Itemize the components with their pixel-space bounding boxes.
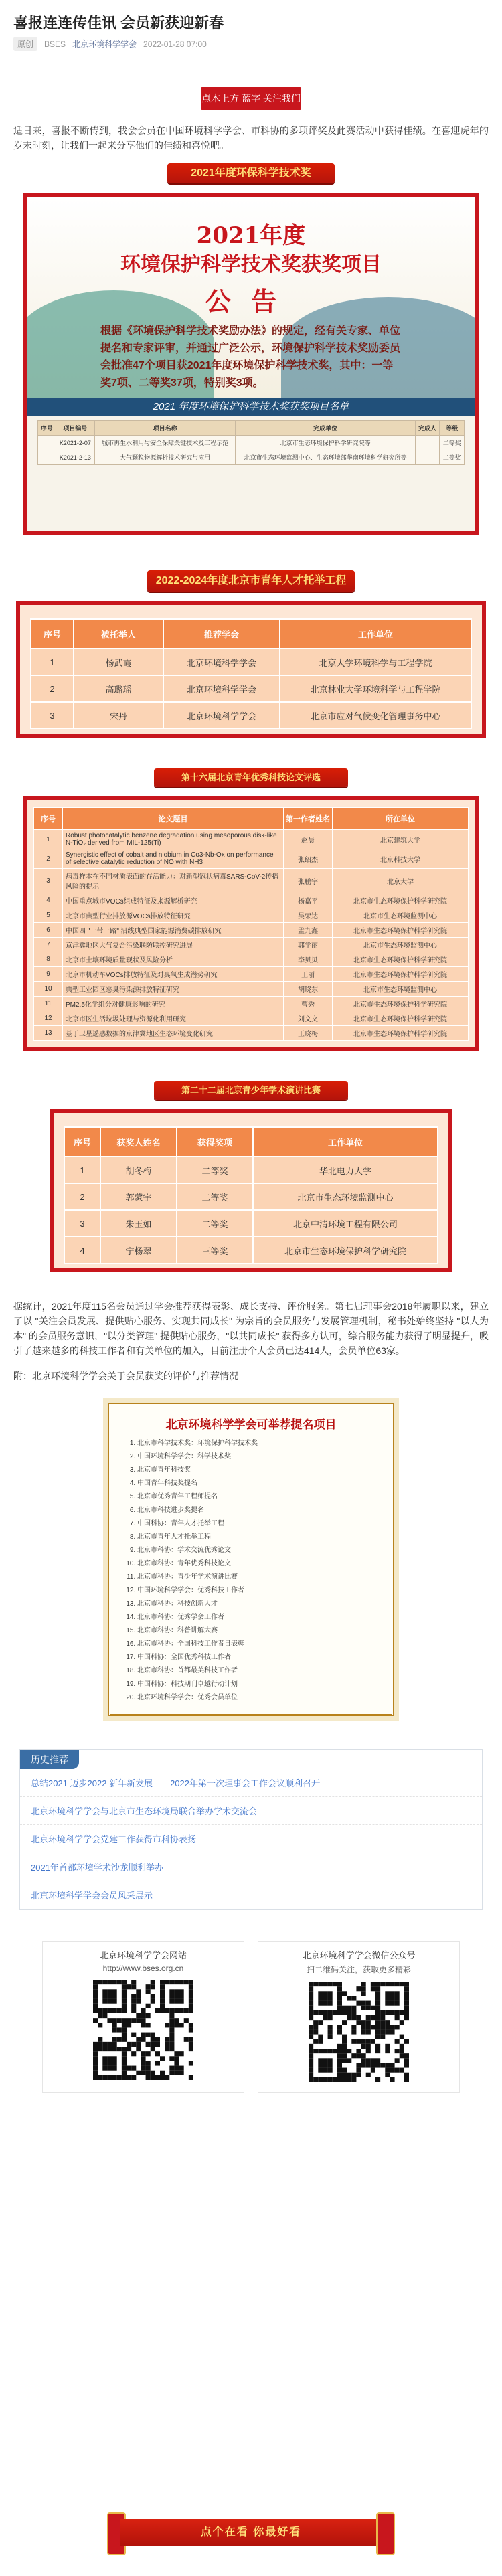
cell: 李贝贝 bbox=[284, 952, 333, 967]
cell: 4 bbox=[34, 893, 63, 908]
poster-table bbox=[37, 420, 465, 465]
col-header: 序号 bbox=[34, 808, 63, 830]
history-link[interactable]: 北京环境科学学会党建工作获得市科协表扬 bbox=[20, 1825, 482, 1853]
qr-card-website bbox=[42, 1941, 244, 2093]
speech-frame bbox=[50, 1109, 452, 1272]
history-link[interactable]: 总结2021 迈步2022 新年新发展——2022年第一次理事会工作会议顺利召开 bbox=[20, 1769, 482, 1797]
qr-section bbox=[20, 1941, 482, 2093]
list-item: 6. 北京市科技进步奖提名 bbox=[137, 1504, 381, 1517]
list-item: 4. 中国青年科技奖提名 bbox=[137, 1477, 381, 1490]
list-item: 7. 中国科协：青年人才托举工程 bbox=[137, 1517, 381, 1531]
cell: 二等奖 bbox=[440, 436, 465, 450]
cell: 北京环境科学学会 bbox=[163, 649, 280, 675]
cell: Synergistic effect of cobalt and niobium in Co3-Nb-Ox on performance of selective catalytic reduction of NO with NH3 bbox=[63, 849, 284, 869]
follow-button[interactable]: 点木上方 蓝字 关注我们 bbox=[201, 87, 301, 110]
cell: 1 bbox=[64, 1156, 100, 1183]
account-link[interactable]: 北京环境科学学会 bbox=[72, 39, 137, 49]
list-item: 8. 北京市青年人才托举工程 bbox=[137, 1531, 381, 1544]
list-item: 13. 北京市科协：科技创新人才 bbox=[137, 1598, 381, 1611]
table-row bbox=[34, 938, 469, 952]
cell: 6 bbox=[34, 923, 63, 938]
cell bbox=[38, 436, 56, 450]
col-header: 所在单位 bbox=[333, 808, 469, 830]
intro-paragraph: 适日来，喜报不断传到，我会会员在中国环境科学学会、市科协的多项评奖及此赛活动中获得佳绩。在喜迎虎年的岁末时刻，让我们一起来分享他们的佳绩和喜悦吧。 bbox=[13, 125, 489, 151]
cell: 胡冬梅 bbox=[100, 1156, 177, 1183]
author: BSES bbox=[44, 39, 66, 49]
speech-table-header bbox=[64, 1127, 438, 1156]
cell: 9 bbox=[34, 967, 63, 982]
list-item: 10. 北京市科协：青年优秀科技论文 bbox=[137, 1557, 381, 1571]
table-row bbox=[34, 982, 469, 997]
cell: 5 bbox=[34, 908, 63, 923]
cell: 北京市生态环境保护科学研究院 bbox=[333, 923, 469, 938]
cell: 北京市生态环境保护科学研究院等 bbox=[236, 436, 416, 450]
cell: 北京大学环境科学与工程学院 bbox=[280, 649, 471, 675]
list-item: 5. 北京市优秀青年工程师提名 bbox=[137, 1490, 381, 1504]
cell: 3 bbox=[34, 869, 63, 893]
cell: 北京中清环境工程有限公司 bbox=[253, 1210, 438, 1237]
list-item: 11. 北京市科协：青少年学术演讲比赛 bbox=[137, 1571, 381, 1584]
table-row bbox=[64, 1156, 438, 1183]
cell: 杨武霞 bbox=[74, 649, 163, 675]
original-tag: 原创 bbox=[13, 37, 37, 51]
cell: 中国四 "一带一路" 沿线典型国家能源消费碳排放研究 bbox=[63, 923, 284, 938]
honor-list-card bbox=[108, 1403, 394, 1716]
list-item: 2. 中国环境科学学会：科学技术奖 bbox=[137, 1450, 381, 1464]
cell: 王晓梅 bbox=[284, 1026, 333, 1041]
cell: K2021-2-07 bbox=[56, 436, 94, 450]
cell: 北京市生态环境监测中心 bbox=[333, 908, 469, 923]
cell: 8 bbox=[34, 952, 63, 967]
cell: 朱玉如 bbox=[100, 1210, 177, 1237]
award-poster bbox=[23, 193, 479, 535]
cell: 7 bbox=[34, 938, 63, 952]
col-header: 完成单位 bbox=[236, 421, 416, 436]
cell: 宋丹 bbox=[74, 702, 163, 729]
like-prompt[interactable]: 点个在看 你最好看 bbox=[120, 2519, 382, 2546]
list-item: 17. 中国科协：全国优秀科技工作者 bbox=[137, 1651, 381, 1664]
cell bbox=[415, 450, 440, 465]
col-header: 工作单位 bbox=[280, 619, 471, 649]
cell: 北京林业大学环境科学与工程学院 bbox=[280, 675, 471, 702]
col-header: 项目编号 bbox=[56, 421, 94, 436]
col-header: 推荐学会 bbox=[163, 619, 280, 649]
cell: 曹秀 bbox=[284, 997, 333, 1011]
cell: 典型工业园区恶臭污染源排放特征研究 bbox=[63, 982, 284, 997]
list-item: 9. 北京市科协：学术交流优秀论文 bbox=[137, 1544, 381, 1557]
cell: 北京环境科学学会 bbox=[163, 702, 280, 729]
col-header: 序号 bbox=[64, 1127, 100, 1156]
col-header: 工作单位 bbox=[253, 1127, 438, 1156]
table-row bbox=[34, 893, 469, 908]
cell: 3 bbox=[31, 702, 74, 729]
cell: 病毒样本在不同材质表面的存活能力：对新型冠状病毒SARS-CoV-2传播风险的提示 bbox=[63, 869, 284, 893]
table-row bbox=[34, 923, 469, 938]
table-row bbox=[34, 997, 469, 1011]
table-row bbox=[38, 450, 465, 465]
talent-table bbox=[30, 618, 472, 729]
cell: 城市再生水利用与安全保障关键技术及工程示范 bbox=[94, 436, 236, 450]
table-row bbox=[64, 1210, 438, 1237]
cell: 北京市生态环境保护科学研究院 bbox=[333, 967, 469, 982]
cell: PM2.5化学组分对健康影响的研究 bbox=[63, 997, 284, 1011]
cell bbox=[415, 436, 440, 450]
cell: 北京市生态环境监测中心、生态环境部华南环境科学研究所等 bbox=[236, 450, 416, 465]
history-recommend bbox=[19, 1749, 483, 1910]
list-item: 18. 北京市科协：首都最美科技工作者 bbox=[137, 1664, 381, 1678]
cell: 高璐瑶 bbox=[74, 675, 163, 702]
history-link[interactable]: 北京环境科学学会会员风采展示 bbox=[20, 1881, 482, 1909]
cell: 大气颗粒物源解析技术研究与应用 bbox=[94, 450, 236, 465]
summary-paragraph: 据统计，2021年度115名会员通过学会推荐获得表彰、成长支持、评价服务。第七届理事会2018年履职以来，建立了以 "关注会员发展、提供贴心服务、实现共同成长" 为宗旨的会员服务与发展管理机制，秘书处始终坚持 "以人为本" 的会员服务意识，"以分类管理" 提供贴心服务，"以共同成长" 获得多方认可，综合服务能力获得了明显提升，吸引了越来越多的科技工作者和有关单位的加入，目前注册个人会员已达414人，会员单位63家。 bbox=[13, 1301, 489, 1356]
cell: 宁杨翠 bbox=[100, 1237, 177, 1264]
article-meta bbox=[0, 37, 502, 58]
col-header: 获奖人姓名 bbox=[100, 1127, 177, 1156]
cell: 杨嘉平 bbox=[284, 893, 333, 908]
table-row bbox=[34, 1026, 469, 1041]
cell: 京津冀地区大气复合污染联防联控研究进展 bbox=[63, 938, 284, 952]
bottom-scroll-banner[interactable] bbox=[107, 2512, 395, 2553]
list-item: 3. 北京市青年科技奖 bbox=[137, 1464, 381, 1477]
honor-list-title: 北京环境科学学会可举荐提名项目 bbox=[165, 1418, 337, 1432]
cell: 二等奖 bbox=[177, 1156, 253, 1183]
paper-table-header bbox=[34, 808, 469, 830]
cell: 北京市生态环境保护科学研究院 bbox=[333, 952, 469, 967]
cell: 北京科技大学 bbox=[333, 849, 469, 869]
table-row bbox=[34, 967, 469, 982]
history-link[interactable]: 2021年首都环境学术沙龙顺利举办 bbox=[20, 1853, 482, 1881]
list-item: 19. 中国科协：科技期刊卓越行动计划 bbox=[137, 1678, 381, 1691]
cell: 郭蒙宇 bbox=[100, 1183, 177, 1210]
cell: 张绍杰 bbox=[284, 849, 333, 869]
cell: 2 bbox=[31, 675, 74, 702]
paper-frame bbox=[23, 796, 479, 1051]
poster-table-header bbox=[38, 421, 465, 436]
cell bbox=[38, 450, 56, 465]
section-banner-speech: 第二十二届北京青少年学术演讲比赛 bbox=[154, 1081, 348, 1100]
list-item: 14. 北京市科协：优秀学会工作者 bbox=[137, 1611, 381, 1624]
cell: 二等奖 bbox=[177, 1183, 253, 1210]
table-row bbox=[31, 649, 471, 675]
cell: 吴荣达 bbox=[284, 908, 333, 923]
table-row bbox=[34, 869, 469, 893]
cell: 北京市生态环境保护科学研究院 bbox=[333, 997, 469, 1011]
col-header: 论文题目 bbox=[63, 808, 284, 830]
table-row bbox=[31, 702, 471, 729]
cell: 刘文文 bbox=[284, 1011, 333, 1026]
article-title: 喜报连连传佳讯 会员新获迎新春 bbox=[13, 15, 224, 31]
table-row bbox=[64, 1237, 438, 1264]
qr-subtitle: 扫二维码关注，获取更多精彩 bbox=[306, 1965, 411, 1974]
poster-background bbox=[27, 197, 475, 398]
cell: 北京市机动车VOCs排放特征及对臭氧生成潜势研究 bbox=[63, 967, 284, 982]
cell: K2021-2-13 bbox=[56, 450, 94, 465]
table-row bbox=[34, 1011, 469, 1026]
qr-title: 北京环境科学学会网站 bbox=[99, 1950, 187, 1960]
poster-heading: 环境保护科学技术奖获奖项目 bbox=[120, 253, 382, 276]
history-links bbox=[20, 1769, 482, 1909]
section-banner-award: 2021年度环保科学技术奖 bbox=[167, 163, 335, 183]
paper-table bbox=[33, 807, 469, 1041]
cell: 北京市区生活垃圾处理与资源化利用研究 bbox=[63, 1011, 284, 1026]
talent-table-header bbox=[31, 619, 471, 649]
table-row bbox=[34, 908, 469, 923]
cell: 北京市土壤环境质量现状及风险分析 bbox=[63, 952, 284, 967]
poster-list-title: 2021 年度环境保护科学技术奖获奖项目名单 bbox=[27, 398, 475, 416]
cell: 北京市典型行业排放源VOCs排放特征研究 bbox=[63, 908, 284, 923]
cell: 北京环境科学学会 bbox=[163, 675, 280, 702]
history-header: 历史推荐 bbox=[20, 1750, 79, 1769]
qr-card-wechat bbox=[258, 1941, 460, 2093]
cell: 11 bbox=[34, 997, 63, 1011]
cell: 张鹏宇 bbox=[284, 869, 333, 893]
list-item: 20. 北京环境科学学会：优秀会员单位 bbox=[137, 1691, 381, 1705]
poster-body: 根据《环境保护科学技术奖励办法》的规定，经有关专家、单位提名和专家评审，并通过广泛公示，环境保护科学技术奖励委员会批准47个项目获2021年度环境保护科学技术奖，其中：一等奖7项、二等奖37项，特别奖3项。 bbox=[100, 325, 401, 389]
cell: 中国重点城市VOCs组成特征及来源解析研究 bbox=[63, 893, 284, 908]
note-paragraph: 附：北京环境科学学会关于会员获奖的评价与推荐情况 bbox=[13, 1371, 238, 1381]
cell: 北京市生态环境保护科学研究院 bbox=[333, 893, 469, 908]
cell: 赵晨 bbox=[284, 830, 333, 849]
col-header: 完成人 bbox=[415, 421, 440, 436]
cell: 华北电力大学 bbox=[253, 1156, 438, 1183]
cell: 北京建筑大学 bbox=[333, 830, 469, 849]
scroll-roll-right bbox=[376, 2512, 395, 2555]
cell: 胡晓东 bbox=[284, 982, 333, 997]
cell: 王丽 bbox=[284, 967, 333, 982]
qr-subtitle[interactable]: http://www.bses.org.cn bbox=[102, 1964, 184, 1973]
talent-frame bbox=[16, 601, 486, 738]
poster-year: 2021年度 bbox=[196, 222, 306, 249]
table-row bbox=[38, 436, 465, 450]
list-item: 1. 北京市科学技术奖：环境保护科学技术奖 bbox=[137, 1437, 381, 1450]
paper-table-body bbox=[34, 830, 469, 1041]
section-banner-paper: 第十六届北京青年优秀科技论文评选 bbox=[154, 768, 348, 787]
cell: 1 bbox=[31, 649, 74, 675]
table-row bbox=[31, 675, 471, 702]
cell: 北京市生态环境保护科学研究院 bbox=[253, 1237, 438, 1264]
col-header: 被托举人 bbox=[74, 619, 163, 649]
cell: 北京大学 bbox=[333, 869, 469, 893]
cell: 北京市应对气候变化管理事务中心 bbox=[280, 702, 471, 729]
publish-date: 2022-01-28 07:00 bbox=[143, 39, 207, 49]
speech-table bbox=[64, 1126, 438, 1264]
table-row bbox=[34, 952, 469, 967]
table-row bbox=[34, 849, 469, 869]
list-item: 15. 北京市科协：科普讲解大赛 bbox=[137, 1624, 381, 1638]
cell: 北京市生态环境保护科学研究院 bbox=[333, 1011, 469, 1026]
cell: 二等奖 bbox=[440, 450, 465, 465]
cell: 北京市生态环境监测中心 bbox=[333, 938, 469, 952]
poster-announcement: 公告 bbox=[205, 286, 297, 317]
table-row bbox=[34, 830, 469, 849]
cell: 三等奖 bbox=[177, 1237, 253, 1264]
cell: 基于卫星遥感数据的京津冀地区生态环境变化研究 bbox=[63, 1026, 284, 1041]
cell: 12 bbox=[34, 1011, 63, 1026]
list-item: 16. 北京市科协：全国科技工作者日表彰 bbox=[137, 1638, 381, 1651]
cell: 二等奖 bbox=[177, 1210, 253, 1237]
col-header: 等级 bbox=[440, 421, 465, 436]
cell: 郭学丽 bbox=[284, 938, 333, 952]
cell: 1 bbox=[34, 830, 63, 849]
cell: 北京市生态环境监测中心 bbox=[333, 982, 469, 997]
cell: Robust photocatalytic benzene degradation using mesoporous disk-like N-TiO₂ derived from MIL-125(Ti) bbox=[63, 830, 284, 849]
col-header: 第一作者姓名 bbox=[284, 808, 333, 830]
honor-list bbox=[110, 1437, 392, 1714]
qr-code-icon[interactable] bbox=[309, 1982, 409, 2082]
col-header: 序号 bbox=[38, 421, 56, 436]
cell: 3 bbox=[64, 1210, 100, 1237]
cell: 北京市生态环境保护科学研究院 bbox=[333, 1026, 469, 1041]
col-header: 获得奖项 bbox=[177, 1127, 253, 1156]
cell: 孟九鑫 bbox=[284, 923, 333, 938]
cell: 2 bbox=[64, 1183, 100, 1210]
qr-title: 北京环境科学学会微信公众号 bbox=[302, 1950, 416, 1960]
cell: 10 bbox=[34, 982, 63, 997]
section-banner-talent: 2022-2024年度北京市青年人才托举工程 bbox=[147, 570, 355, 592]
cell: 2 bbox=[34, 849, 63, 869]
cell: 4 bbox=[64, 1237, 100, 1264]
col-header: 序号 bbox=[31, 619, 74, 649]
cell: 北京市生态环境监测中心 bbox=[253, 1183, 438, 1210]
list-item: 12. 中国环境科学学会：优秀科技工作者 bbox=[137, 1584, 381, 1598]
history-link[interactable]: 北京环境科学学会与北京市生态环境局联合举办学术交流会 bbox=[20, 1797, 482, 1825]
table-row bbox=[64, 1183, 438, 1210]
qr-code-icon[interactable] bbox=[93, 1980, 193, 2080]
cell: 13 bbox=[34, 1026, 63, 1041]
col-header: 项目名称 bbox=[94, 421, 236, 436]
